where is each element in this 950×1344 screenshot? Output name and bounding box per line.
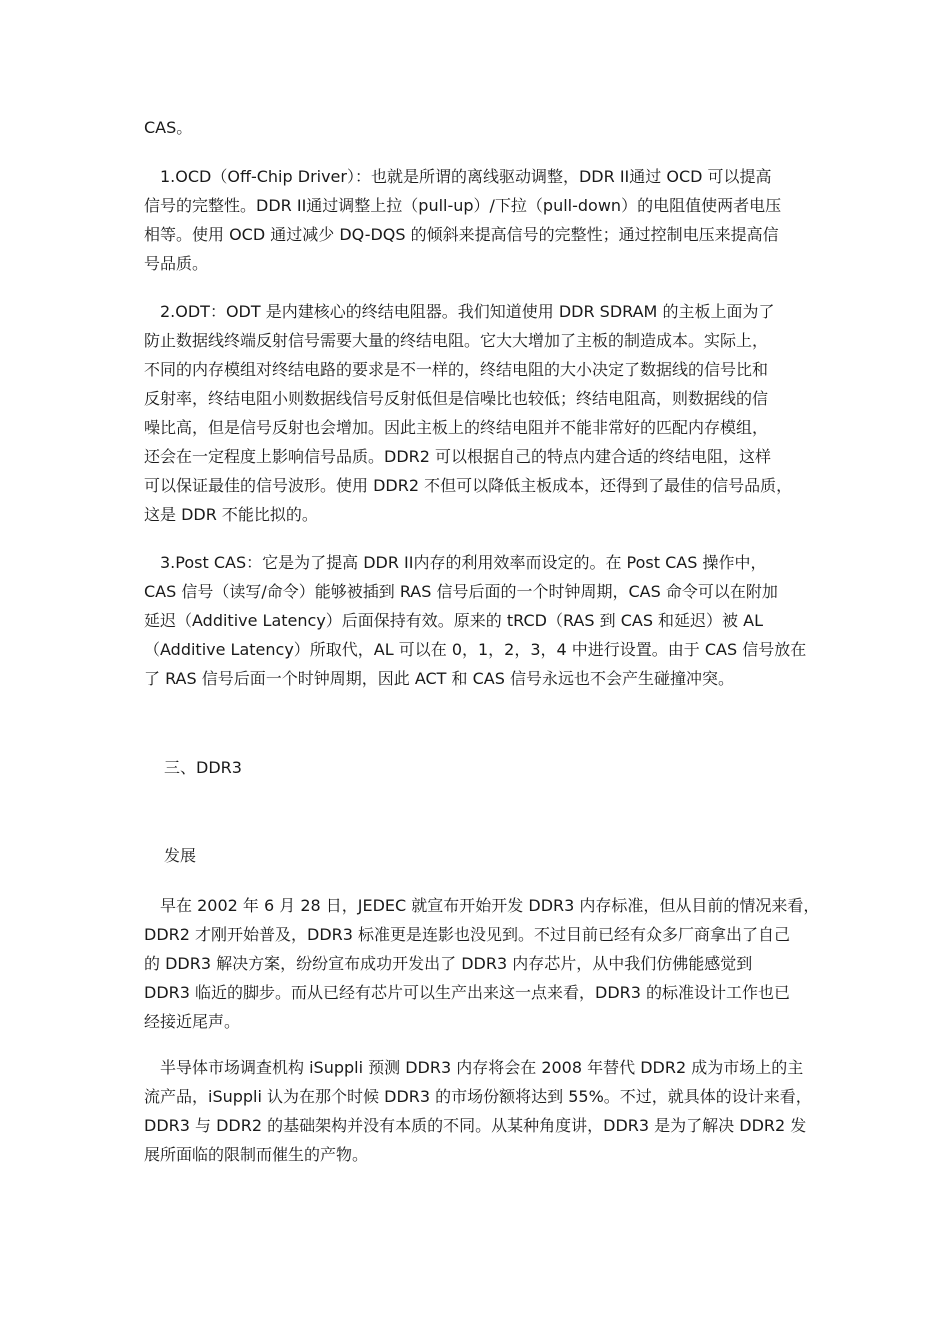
text-line: DDR3 临近的脚步。而从已经有芯片可以生产出来这一点来看，DDR3 的标准设计工作也已 [144, 983, 791, 1002]
section-heading: 三、DDR3 [164, 758, 242, 777]
text-line: 半导体市场调查机构 iSuppli 预测 DDR3 内存将会在 2008 年替代 DDR2 成为市场上的主 [144, 1058, 804, 1077]
text-line: 3.Post CAS：它是为了提高 DDR II内存的利用效率而设定的。在 Post CAS 操作中， [144, 553, 767, 572]
text-line: 信号的完整性。DDR II通过调整上拉（pull-up）/下拉（pull-down）的电阻值使两者电压 [144, 196, 782, 215]
text-line: （Additive Latency）所取代，AL 可以在 0，1，2，3，4 中进行设置。由于 CAS 信号放在 [144, 640, 807, 659]
continuation-text: CAS。 [144, 118, 193, 137]
text-line: 反射率，终结电阻小则数据线信号反射低但是信噪比也较低；终结电阻高，则数据线的信 [144, 389, 769, 408]
text-line: DDR3 与 DDR2 的基础架构并没有本质的不同。从某种角度讲，DDR3 是为了解决 DDR2 发 [144, 1116, 807, 1135]
paragraph-ocd [144, 162, 834, 278]
paragraph-history [144, 891, 834, 1036]
text-line: 不同的内存模组对终结电路的要求是不一样的，终结电阻的大小决定了数据线的信号比和 [144, 360, 769, 379]
text-line: 的 DDR3 解决方案，纷纷宣布成功开发出了 DDR3 内存芯片，从中我们仿佛能感觉到 [144, 954, 753, 973]
text-line: 了 RAS 信号后面一个时钟周期，因此 ACT 和 CAS 信号永远也不会产生碰撞冲突。 [144, 669, 734, 688]
text-line: 早在 2002 年 6 月 28 日，JEDEC 就宣布开始开发 DDR3 内存标准，但从目前的情况来看， [144, 896, 820, 915]
text-line: 流产品，iSuppli 认为在那个时候 DDR3 的市场份额将达到 55%。不过，就具体的设计来看， [144, 1087, 812, 1106]
text-line: 还会在一定程度上影响信号品质。DDR2 可以根据自己的特点内建合适的终结电阻，这样 [144, 447, 772, 466]
subheading: 发展 [164, 846, 197, 865]
text-line: 可以保证最佳的信号波形。使用 DDR2 不但可以降低主板成本，还得到了最佳的信号品质， [144, 476, 793, 495]
paragraph-odt [144, 297, 834, 529]
text-line: 1.OCD（Off-Chip Driver）：也就是所谓的离线驱动调整，DDR II通过 OCD 可以提高 [144, 167, 772, 186]
text-line: 相等。使用 OCD 通过减少 DQ-DQS 的倾斜来提高信号的完整性；通过控制电压来提高信 [144, 225, 779, 244]
text-line: 这是 DDR 不能比拟的。 [144, 505, 318, 524]
text-line: 经接近尾声。 [144, 1012, 241, 1031]
text-line: 2.ODT：ODT 是内建核心的终结电阻器。我们知道使用 DDR SDRAM 的主板上面为了 [144, 302, 775, 321]
text-line: 展所面临的限制而催生的产物。 [144, 1145, 369, 1164]
paragraph-post-cas [144, 548, 834, 693]
text-line: 延迟（Additive Latency）后面保持有效。原来的 tRCD（RAS 到 CAS 和延迟）被 AL [144, 611, 764, 630]
text-line: 号品质。 [144, 254, 209, 273]
paragraph-isuppli [144, 1053, 834, 1169]
text-line: CAS 信号（读写/命令）能够被插到 RAS 信号后面的一个时钟周期，CAS 命令可以在附加 [144, 582, 778, 601]
text-line: 噪比高，但是信号反射也会增加。因此主板上的终结电阻并不能非常好的匹配内存模组， [144, 418, 769, 437]
text-line: 防止数据线终端反射信号需要大量的终结电阻。它大大增加了主板的制造成本。实际上， [144, 331, 769, 350]
text-line: DDR2 才刚开始普及，DDR3 标准更是连影也没见到。不过目前已经有众多厂商拿出了自己 [144, 925, 791, 944]
